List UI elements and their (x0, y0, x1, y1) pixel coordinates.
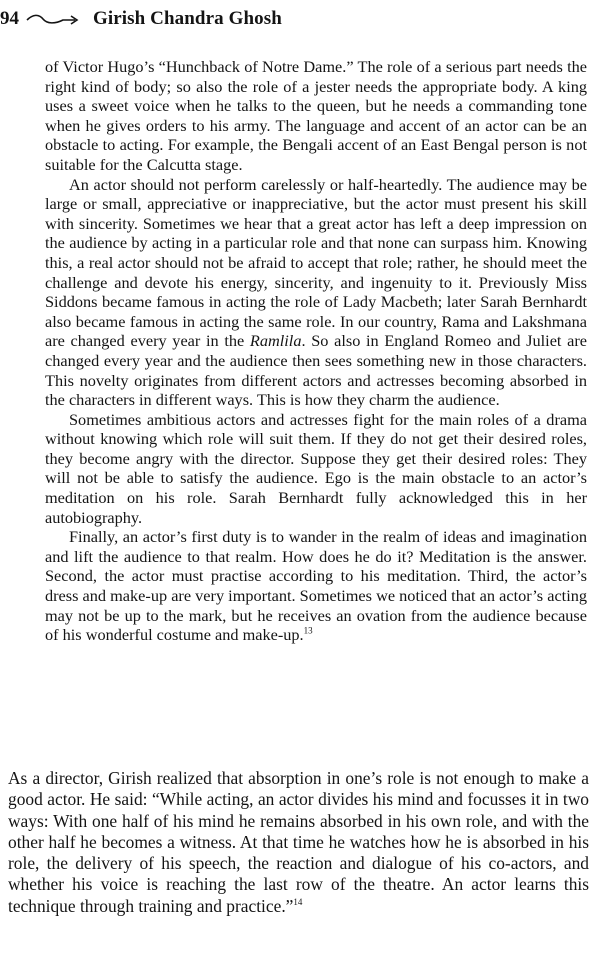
body-paragraph: As a director, Girish realized that absorption in one’s role is not enough to make a good actor. He said: “While acting, an actor divides his mind and focusses it in two ways: With one half of his mind he remains absorbed in his own role, and with the other half he becomes a witness. At that time he watches how he is absorbed in his role, the delivery of his speech, the reaction and dialogue of his co-actors, and whether his voice is reaching the last row of the theatre. An actor learns this technique through training and practice.”$^{14}$ (8, 768, 589, 916)
quote-paragraph: Sometimes ambitious actors and actresses fight for the main roles of a drama without knowing which role will suit them. If they do not get their desired roles, they become angry with the director. Suppose they get their desired roles: They will not be able to satisfy the audience. Ego is the main obstacle to an actor’s meditation on his role. Sarah Bernhardt fully acknowledged this in her autobiography. (45, 409, 587, 527)
quote-paragraph: of Victor Hugo’s “Hunchback of Notre Dame.” The role of a serious part needs the right kind of body; so also the role of a jester needs the appropriate body. A king uses a sweet voice when he talks to the queen, but he needs a commanding tone when he gives orders to his army. The language and accent of an actor can be an obstacle to acting. For example, the Bengali accent of an East Bengal person is not suitable for the Calcutta stage. (45, 57, 587, 174)
footnote-marker: 14 (293, 896, 303, 907)
page-number: 94 (0, 8, 19, 29)
block-quote (45, 57, 587, 645)
footnote-marker: 13 (303, 625, 313, 636)
quote-paragraph: Finally, an actor’s first duty is to wander in the realm of ideas and imagination and lift the audience to that realm. How does he do it? Meditation is the answer. Second, the actor must practise according to his meditation. Third, the actor’s dress and make-up are very important. Sometimes we noticed that an actor’s acting may not be up to the mark, but he receives an ovation from the audience because of his wonderful costume and make-up.$^{13}$ (45, 527, 587, 645)
running-head-title: Girish Chandra Ghosh (93, 8, 282, 29)
body-text (8, 768, 589, 917)
quote-paragraph: An actor should not perform carelessly or half-heartedly. The audience may be large or small, appreciative or inappreciative, but the actor must present his skill with sincerity. Sometimes we hear that a great actor has left a deep impression on the audience by acting in a particular role and that none can surpass him. Knowing this, a real actor should not be afraid to accept that role; rather, he should meet the challenge and devote his energy, sincerity, and ingenuity to it. Previously Miss Siddons became famous in acting the role of Lady Macbeth; later Sarah Bernhardt also became famous in acting the same role. In our country, Rama and Lakshmana are changed every year in the Ramlila. So also in England Romeo and Juliet are changed every year and the audience then sees something new in those characters. This novelty originates from different actors and actresses becoming absorbed in the characters in different ways. This is how they charm the audience. (45, 174, 588, 410)
flourish-ornament-icon (25, 12, 83, 26)
running-header (0, 6, 282, 32)
